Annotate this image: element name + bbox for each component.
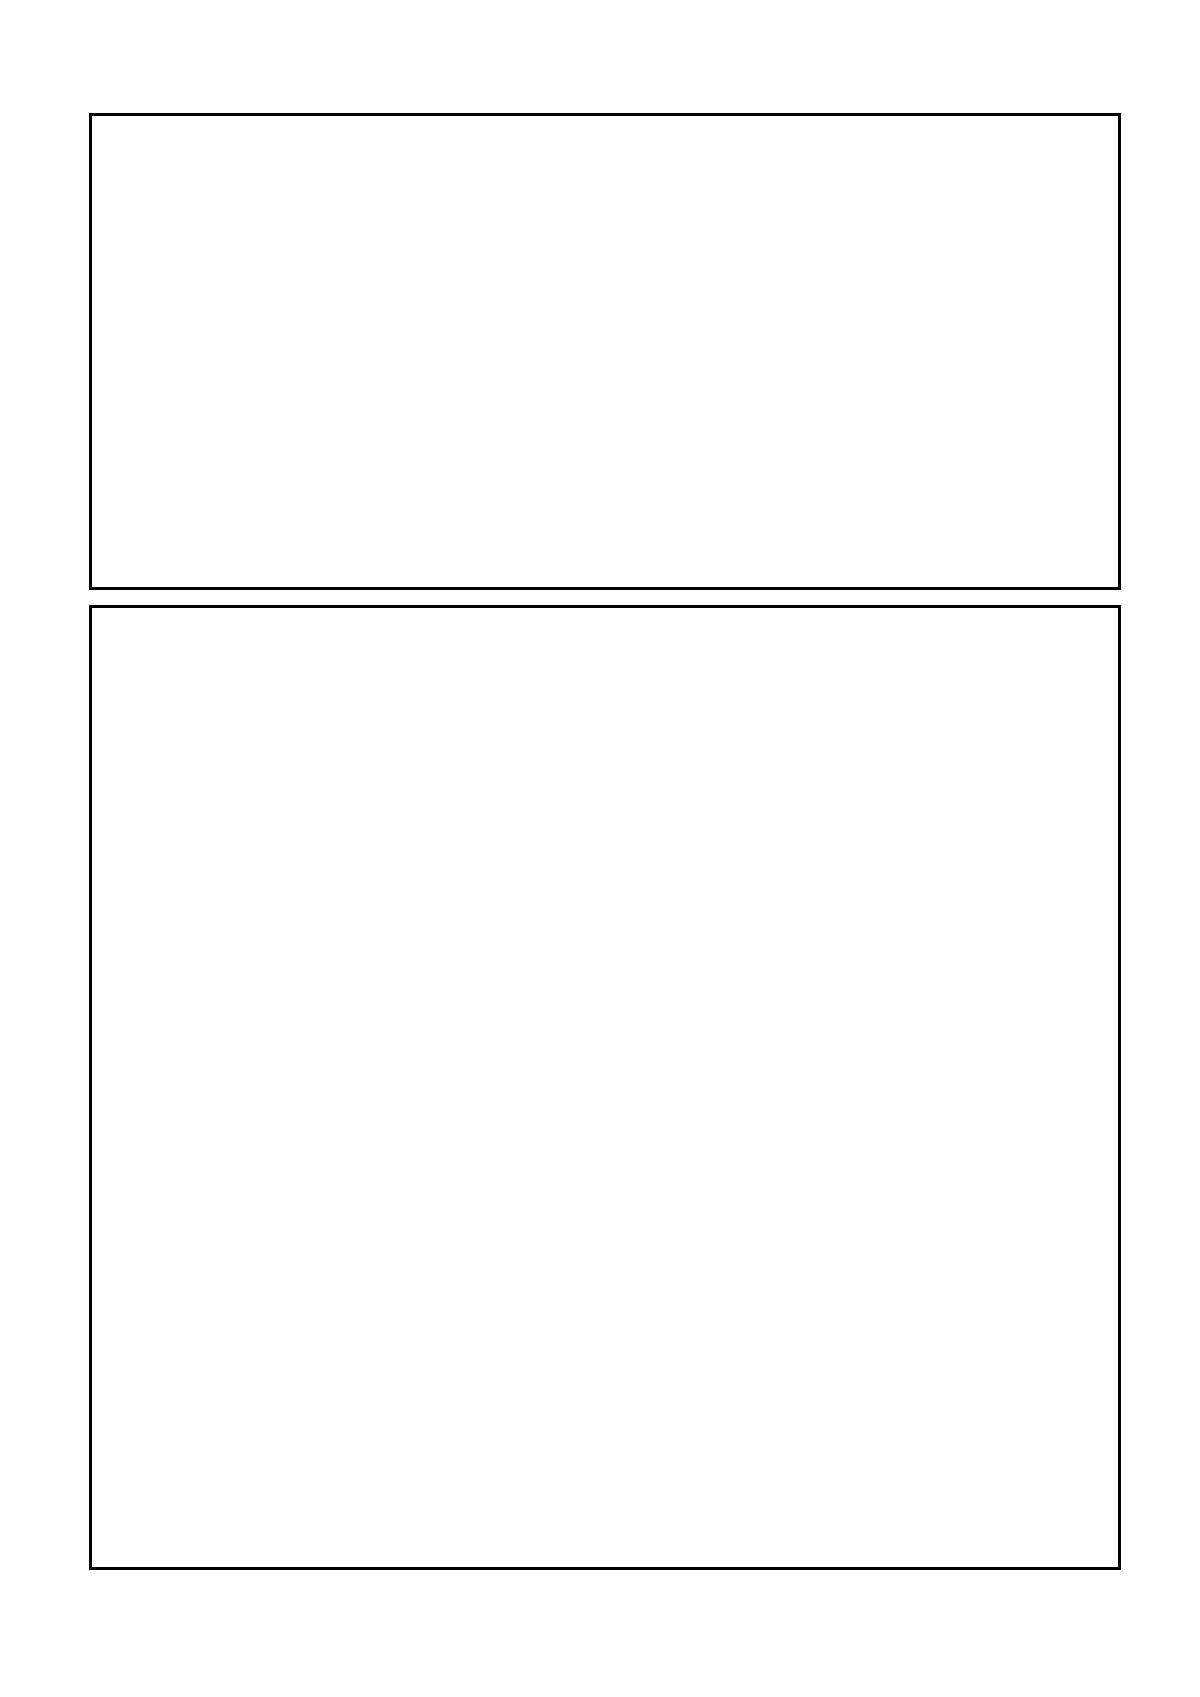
match-score-table	[89, 605, 1121, 1570]
round-robin-grid	[89, 113, 1121, 590]
